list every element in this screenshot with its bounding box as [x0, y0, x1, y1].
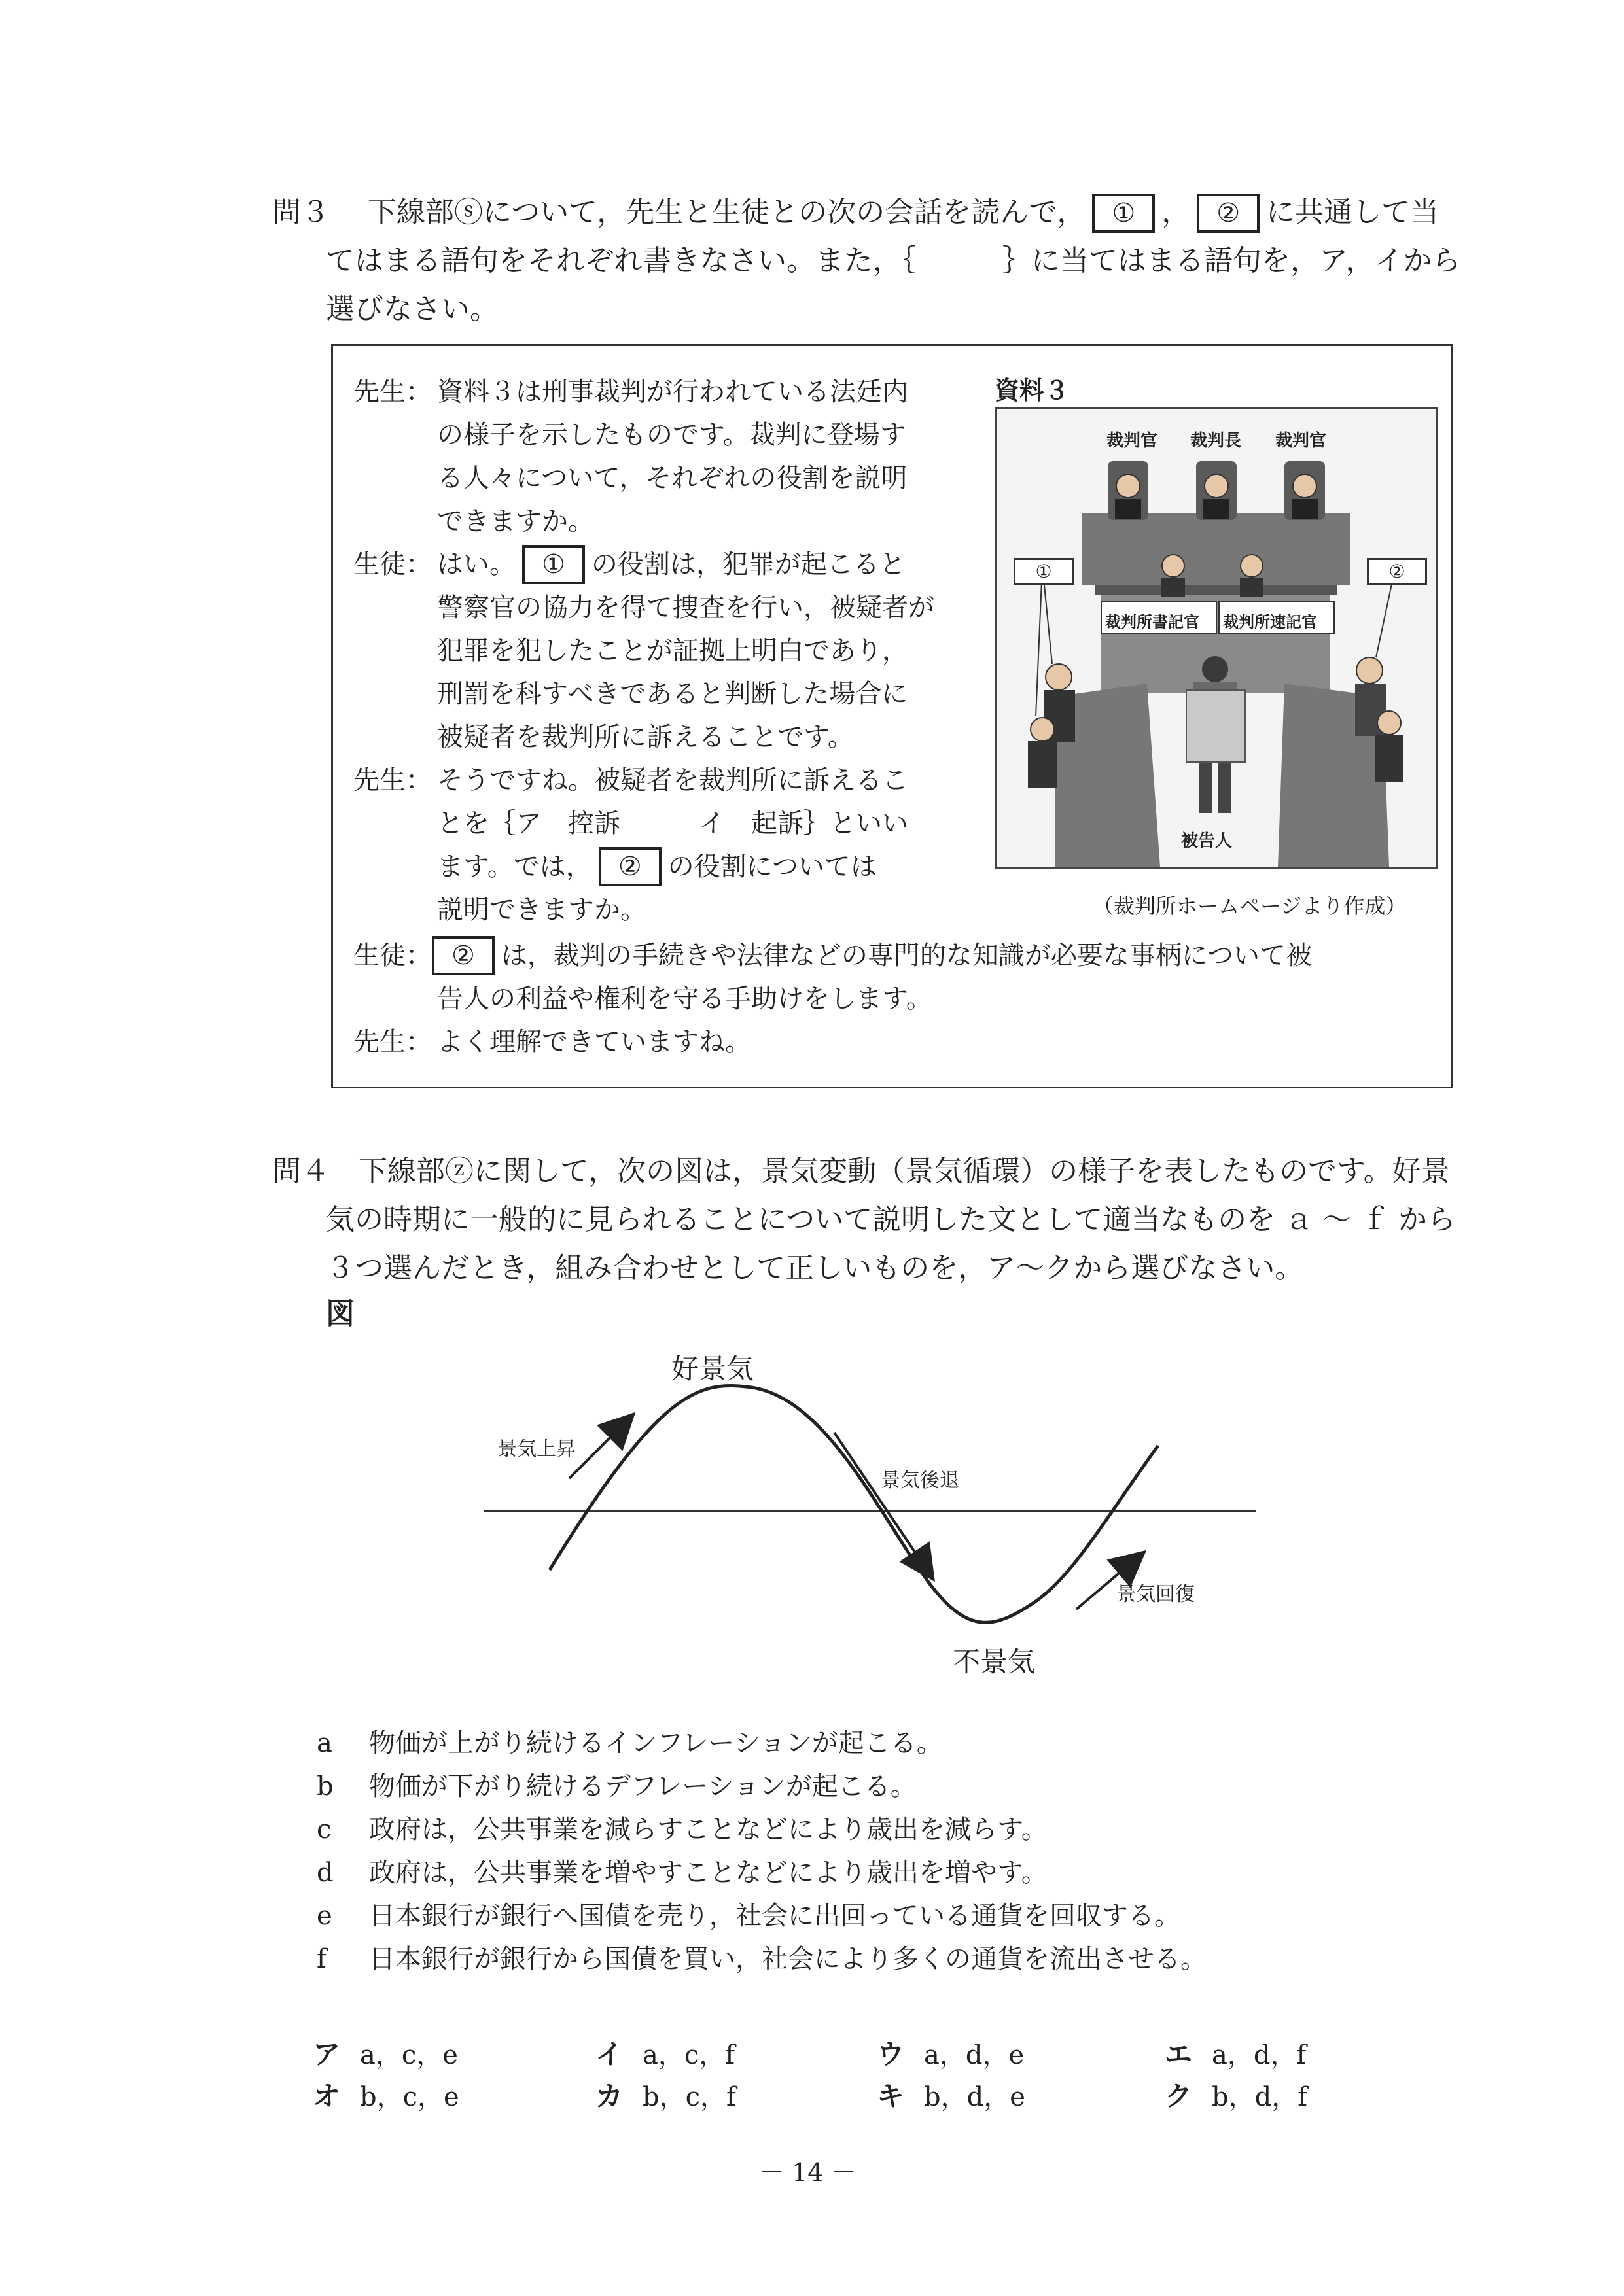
dialog-box-2: ②: [599, 847, 662, 886]
dialog-left: 先生： 資料３は刑事裁判が行われている法廷内 の様子を示したものです。裁判に登場す る人々について，それぞれの役割を説明 できますか。 生徒： はい。 ① の役割は，犯罪が起こると 警察官の協力を得て捜査を行い，被疑者が 犯罪を犯したことが証拠上明白であり， 刑罰を科すべきであると判断した場合に 被疑者を裁判所に訴えることです。 先生： そうですね。被疑者を裁判所に訴えるこ とを｛ア 控訴 イ 起訴｝といい ます。では， ② の役割については 説明できますか。: [353, 370, 1008, 931]
q4-line3: ３つ選んだとき，組み合わせとして正しいものを，ア～クから選びなさい。: [326, 1251, 1304, 1285]
label-recession: 不景気: [953, 1646, 1036, 1678]
option-b: b 物価が下がり続けるデフレーションが起こる。: [317, 1771, 917, 1801]
choice-o: オ b，c，e: [313, 2080, 459, 2112]
q4-number: 問４: [272, 1155, 330, 1188]
label-judge-right: 裁判官: [1275, 431, 1327, 451]
material-source: （裁判所ホームページより作成）: [1093, 894, 1407, 918]
choice-ki: キ b，d，e: [877, 2080, 1025, 2112]
courtroom-drawing: [997, 409, 1436, 867]
choice-e: エ a，d，f: [1165, 2038, 1307, 2070]
label-defendant: 被告人: [1181, 831, 1233, 851]
option-a: a 物価が上がり続けるインフレーションが起こる。: [317, 1728, 943, 1758]
choice-ka: カ b，c，f: [595, 2080, 736, 2112]
label-court-stenographer: 裁判所速記官: [1223, 613, 1317, 631]
student-line-1: 生徒： はい。 ① の役割は，犯罪が起こると: [353, 543, 1008, 586]
dialog-bottom: 生徒： ② は，裁判の手続きや法律などの専門的な知識が必要な事柄について被 告人の利益や権利を守る手助けをします。 先生： よく理解できていますね。: [353, 934, 1439, 1064]
choice-ku: ク b，d，f: [1165, 2080, 1308, 2112]
option-d: d 政府は，公共事業を増やすことなどにより歳出を増やす。: [317, 1858, 1048, 1888]
business-cycle-wave: [484, 1348, 1269, 1688]
answer-box-1: ①: [1092, 194, 1155, 233]
q3-line3: 選びなさい。: [326, 292, 499, 326]
label-chief-judge: 裁判長: [1190, 431, 1242, 451]
option-f: f 日本銀行が銀行から国債を買い，社会により多くの通貨を流出させる。: [317, 1944, 1207, 1974]
dialog-box-3: ②: [432, 936, 495, 975]
material-title: 資料３: [995, 376, 1070, 405]
option-e: e 日本銀行が銀行へ国債を売り，社会に出回っている通貨を回収する。: [317, 1901, 1180, 1931]
option-list: [317, 1722, 1207, 1981]
label-judge-left: 裁判官: [1106, 431, 1158, 451]
courtroom-illustration: [995, 407, 1438, 869]
q4-line1: 問４ 下線部ⓩに関して，次の図は，景気変動（景気循環）の様子を表したものです。好景: [272, 1155, 1450, 1188]
business-cycle-figure: [484, 1348, 1269, 1688]
marker-1: ①: [1014, 558, 1074, 585]
marker-2: ②: [1367, 558, 1427, 585]
label-rise: 景気上昇: [497, 1438, 576, 1461]
label-boom: 好景気: [671, 1353, 754, 1385]
teacher-line-3: 先生： よく理解できていますね。: [353, 1027, 751, 1057]
teacher-line-2: 先生： そうですね。被疑者を裁判所に訴えるこ: [353, 765, 908, 795]
dialog-box-1: ①: [522, 545, 585, 584]
option-c: c 政府は，公共事業を減らすことなどにより歳出を減らす。: [317, 1815, 1048, 1845]
label-recovery: 景気回復: [1116, 1583, 1195, 1606]
student-line-2: 生徒： ② は，裁判の手続きや法律などの専門的な知識が必要な事柄について被: [353, 934, 1439, 977]
figure-label: 図: [326, 1297, 355, 1331]
q3-line1: 問３ 下線部ⓢについて，先生と生徒との次の会話を読んで， ① ， ② に共通して当: [272, 188, 1439, 237]
choice-i: イ a，c，f: [595, 2038, 735, 2070]
teacher-line-1: 先生： 資料３は刑事裁判が行われている法廷内: [353, 377, 908, 407]
label-decline: 景気後退: [881, 1469, 959, 1492]
q3-line2: てはまる語句をそれぞれ書きなさい。また，｛ ｝に当てはまる語句を，ア，イから: [326, 244, 1461, 277]
answer-box-2: ②: [1197, 194, 1260, 233]
choice-u: ウ a，d，e: [877, 2038, 1025, 2070]
page-number: － 14 －: [759, 2158, 856, 2187]
q4-line2: 気の時期に一般的に見られることについて説明した文として適当なものを ａ ～ ｆ から: [326, 1203, 1456, 1236]
choice-a: ア a，c，e: [313, 2038, 458, 2070]
q3-number: 問３: [272, 196, 330, 229]
label-court-clerk: 裁判所書記官: [1105, 613, 1199, 631]
